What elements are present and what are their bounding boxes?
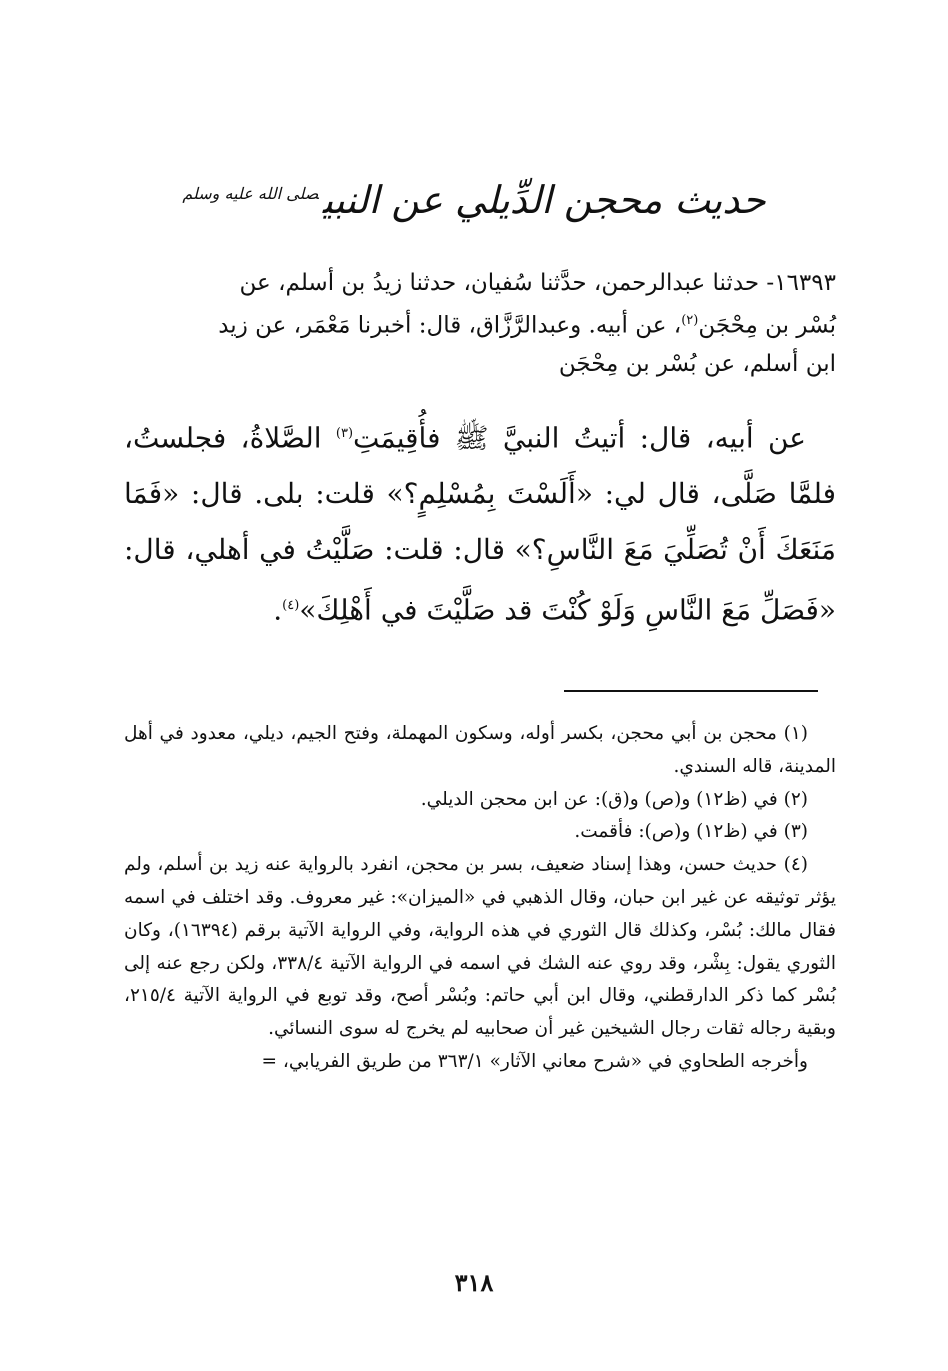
hadith-text (124, 406, 836, 639)
isnad-line-3: ابن أسلم، عن بُسْر بن مِحْجَن (558, 350, 836, 377)
isnad-block (124, 264, 836, 383)
chapter-title (0, 176, 948, 225)
footnote-3: (٣) في (ظ١٢) و(ص): فأقمت. (574, 821, 808, 843)
footnote-ref-4: (٤) (282, 598, 300, 614)
chapter-title-text: حديث محجن الدِّيلي عن النبي (322, 178, 766, 222)
footnote-ref-2: (٢) (681, 313, 699, 328)
footnote-1: (١) محجن بن أبي محجن، بكسر أوله، وسكون المهملة، وفتح الجيم، ديلي، معدود في أهل المدينة، قاله السندي. (124, 723, 836, 777)
footnotes (124, 718, 836, 1079)
footnote-2: (٢) في (ظ١٢) و(ص) و(ق): عن ابن محجن الديلي. (420, 788, 808, 810)
hadith-end: . (273, 593, 283, 627)
page-number: ٣١٨ (454, 1268, 494, 1297)
isnad-name: بُسْر بن مِحْجَن (698, 312, 836, 339)
footnote-4: (٤) حديث حسن، وهذا إسناد ضعيف، بسر بن محجن، انفرد بالرواية عنه زيد بن أسلم، ولم يؤثر توثيقه عن غير ابن حبان، وقال الذهبي في «الميزان»: غير معروف. وقد اختلف في اسمه فقال مالك: بُسْر، وكذلك قال الثوري في هذه الرواية، وفي الرواية الآتية برقم (١٦٣٩٤)، وكان الثوري يقول: بِشْر، وقد روي عنه الشك في اسمه في الرواية الآتية ٣٣٨/٤، ولكن رجع عنه إلى بُسْر كما ذكر الدارقطني، وقال ابن أبي حاتم: وبُسْر أصح، وقد توبع في الرواية الآتية ٢١٥/٤، وبقية رجاله ثقات رجال الشيخين غير أن صحابيه لم يخرج له سوى النسائي. (124, 854, 836, 1040)
hadith-paragraph (124, 406, 836, 639)
hadith-part-2: الصَّلاةُ، فجلستُ، فلمَّا صَلَّى، قال لي: «أَلَسْتَ بِمُسْلِمٍ؟» قلت: بلى. قال: «فَمَا مَنَعَكَ أَنْ تُصَلِّيَ مَعَ النَّاسِ؟» قال: قلت: صَلَّيْتُ في أهلي، قال: «فَصَلِّ مَعَ النَّاسِ وَلَوْ كُنْتَ قد صَلَّيْتَ في أَهْلِكَ» (124, 421, 836, 627)
salutation-glyph: صلى الله عليه وسلم (182, 184, 319, 204)
hadith-part-1: عن أبيه، قال: أتيتُ النبيَّ ﷺ فأُقِيمَتِ (353, 421, 806, 455)
footnote-divider (564, 690, 818, 692)
footnote-4-continued: وأخرجه الطحاوي في «شرح معاني الآثار» ٣٦٣/١ من طريق الفريابي، = (261, 1050, 808, 1072)
isnad-line-2 (124, 302, 836, 345)
footnote-ref-3: (٣) (335, 426, 354, 441)
isnad-line-1: ١٦٣٩٣- حدثنا عبدالرحمن، حدَّثنا سُفيان، حدثنا زيدُ بن أسلم، عن (239, 270, 836, 296)
isnad-line-2-cont: ، عن أبيه. وعبدالرَّزَّاق، قال: أخبرنا مَعْمَر، عن زيد (218, 312, 682, 339)
